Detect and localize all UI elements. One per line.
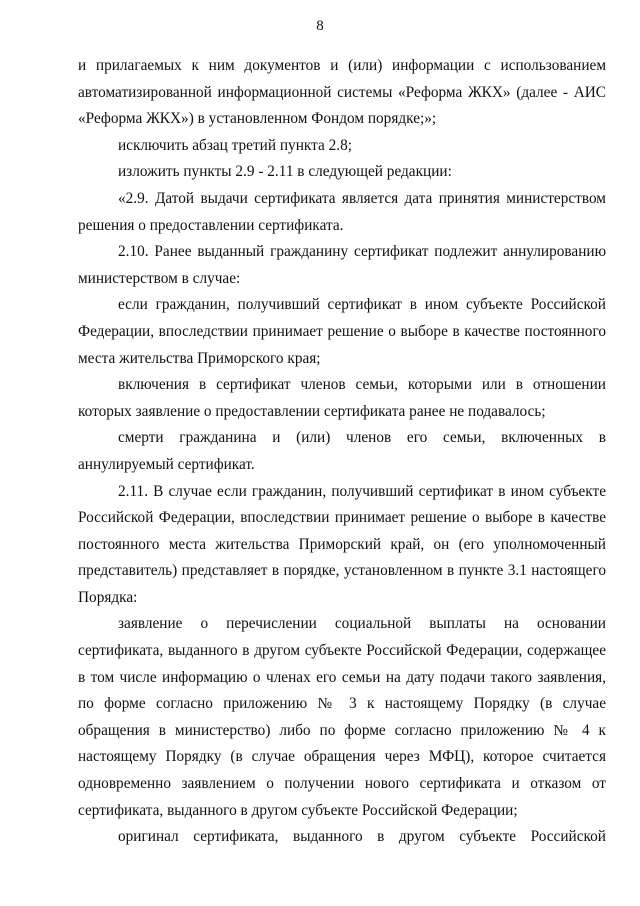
- paragraph-continuation: и прилагаемых к ним документов и (или) информации с использованием автоматизированной информационной системы «Реформа ЖКХ» (далее - АИС «Реформа ЖКХ») в установленном Фондом порядке;»;: [78, 57, 606, 128]
- paragraph-case-death: смерти гражданина и (или) членов его семьи, включенных в аннулируемый сертификат.: [78, 429, 606, 473]
- paragraph-case-relocation: если гражданин, получивший сертификат в ином субъекте Российской Федерации, впоследствии принимает решение о выборе в качестве постоянного места жительства Приморского края;: [78, 296, 606, 367]
- document-body: [78, 53, 606, 851]
- paragraph-case-family-members: включения в сертификат членов семьи, которыми или в отношении которых заявление о предоставлении сертификата ранее не подавалось;: [78, 376, 606, 420]
- page-number: 8: [316, 18, 324, 34]
- paragraph-clause-2-9: «2.9. Датой выдачи сертификата является дата принятия министерством решения о предоставлении сертификата.: [78, 189, 606, 234]
- paragraph-original-certificate: оригинал сертификата, выданного в другом субъекте Российской: [118, 828, 606, 846]
- paragraph-application: заявление о перечислении социальной выплаты на основании сертификата, выданного в другом субъекте Российской Федерации, содержащее в том числе информацию о членах его семьи на дату подачи такого заявления, по форме согласно приложению № 3 к настоящему Порядку (в случае обращения в министерство) либо по форме согласно приложению № 4 к настоящему Порядку (в случае обращения через МФЦ), которое считается одновременно заявлением о получении нового сертификата и отказом от сертификата, выданного в другом субъекте Российской Федерации;: [78, 615, 606, 819]
- paragraph-exclude-clause: исключить абзац третий пункта 2.8;: [118, 136, 352, 154]
- paragraph-clause-2-10: 2.10. Ранее выданный гражданину сертификат подлежит аннулированию министерством в случае:: [78, 243, 606, 287]
- paragraph-clause-2-11: 2.11. В случае если гражданин, получивший сертификат в ином субъекте Российской Федерации, впоследствии принимает решение о выборе в качестве постоянного места жительства Приморский край, он (его уполномоченный представитель) представляет в порядке, установленном в пункте 3.1 настоящего Порядка:: [78, 482, 606, 606]
- paragraph-restate-clauses: изложить пункты 2.9 - 2.11 в следующей редакции:: [118, 163, 452, 181]
